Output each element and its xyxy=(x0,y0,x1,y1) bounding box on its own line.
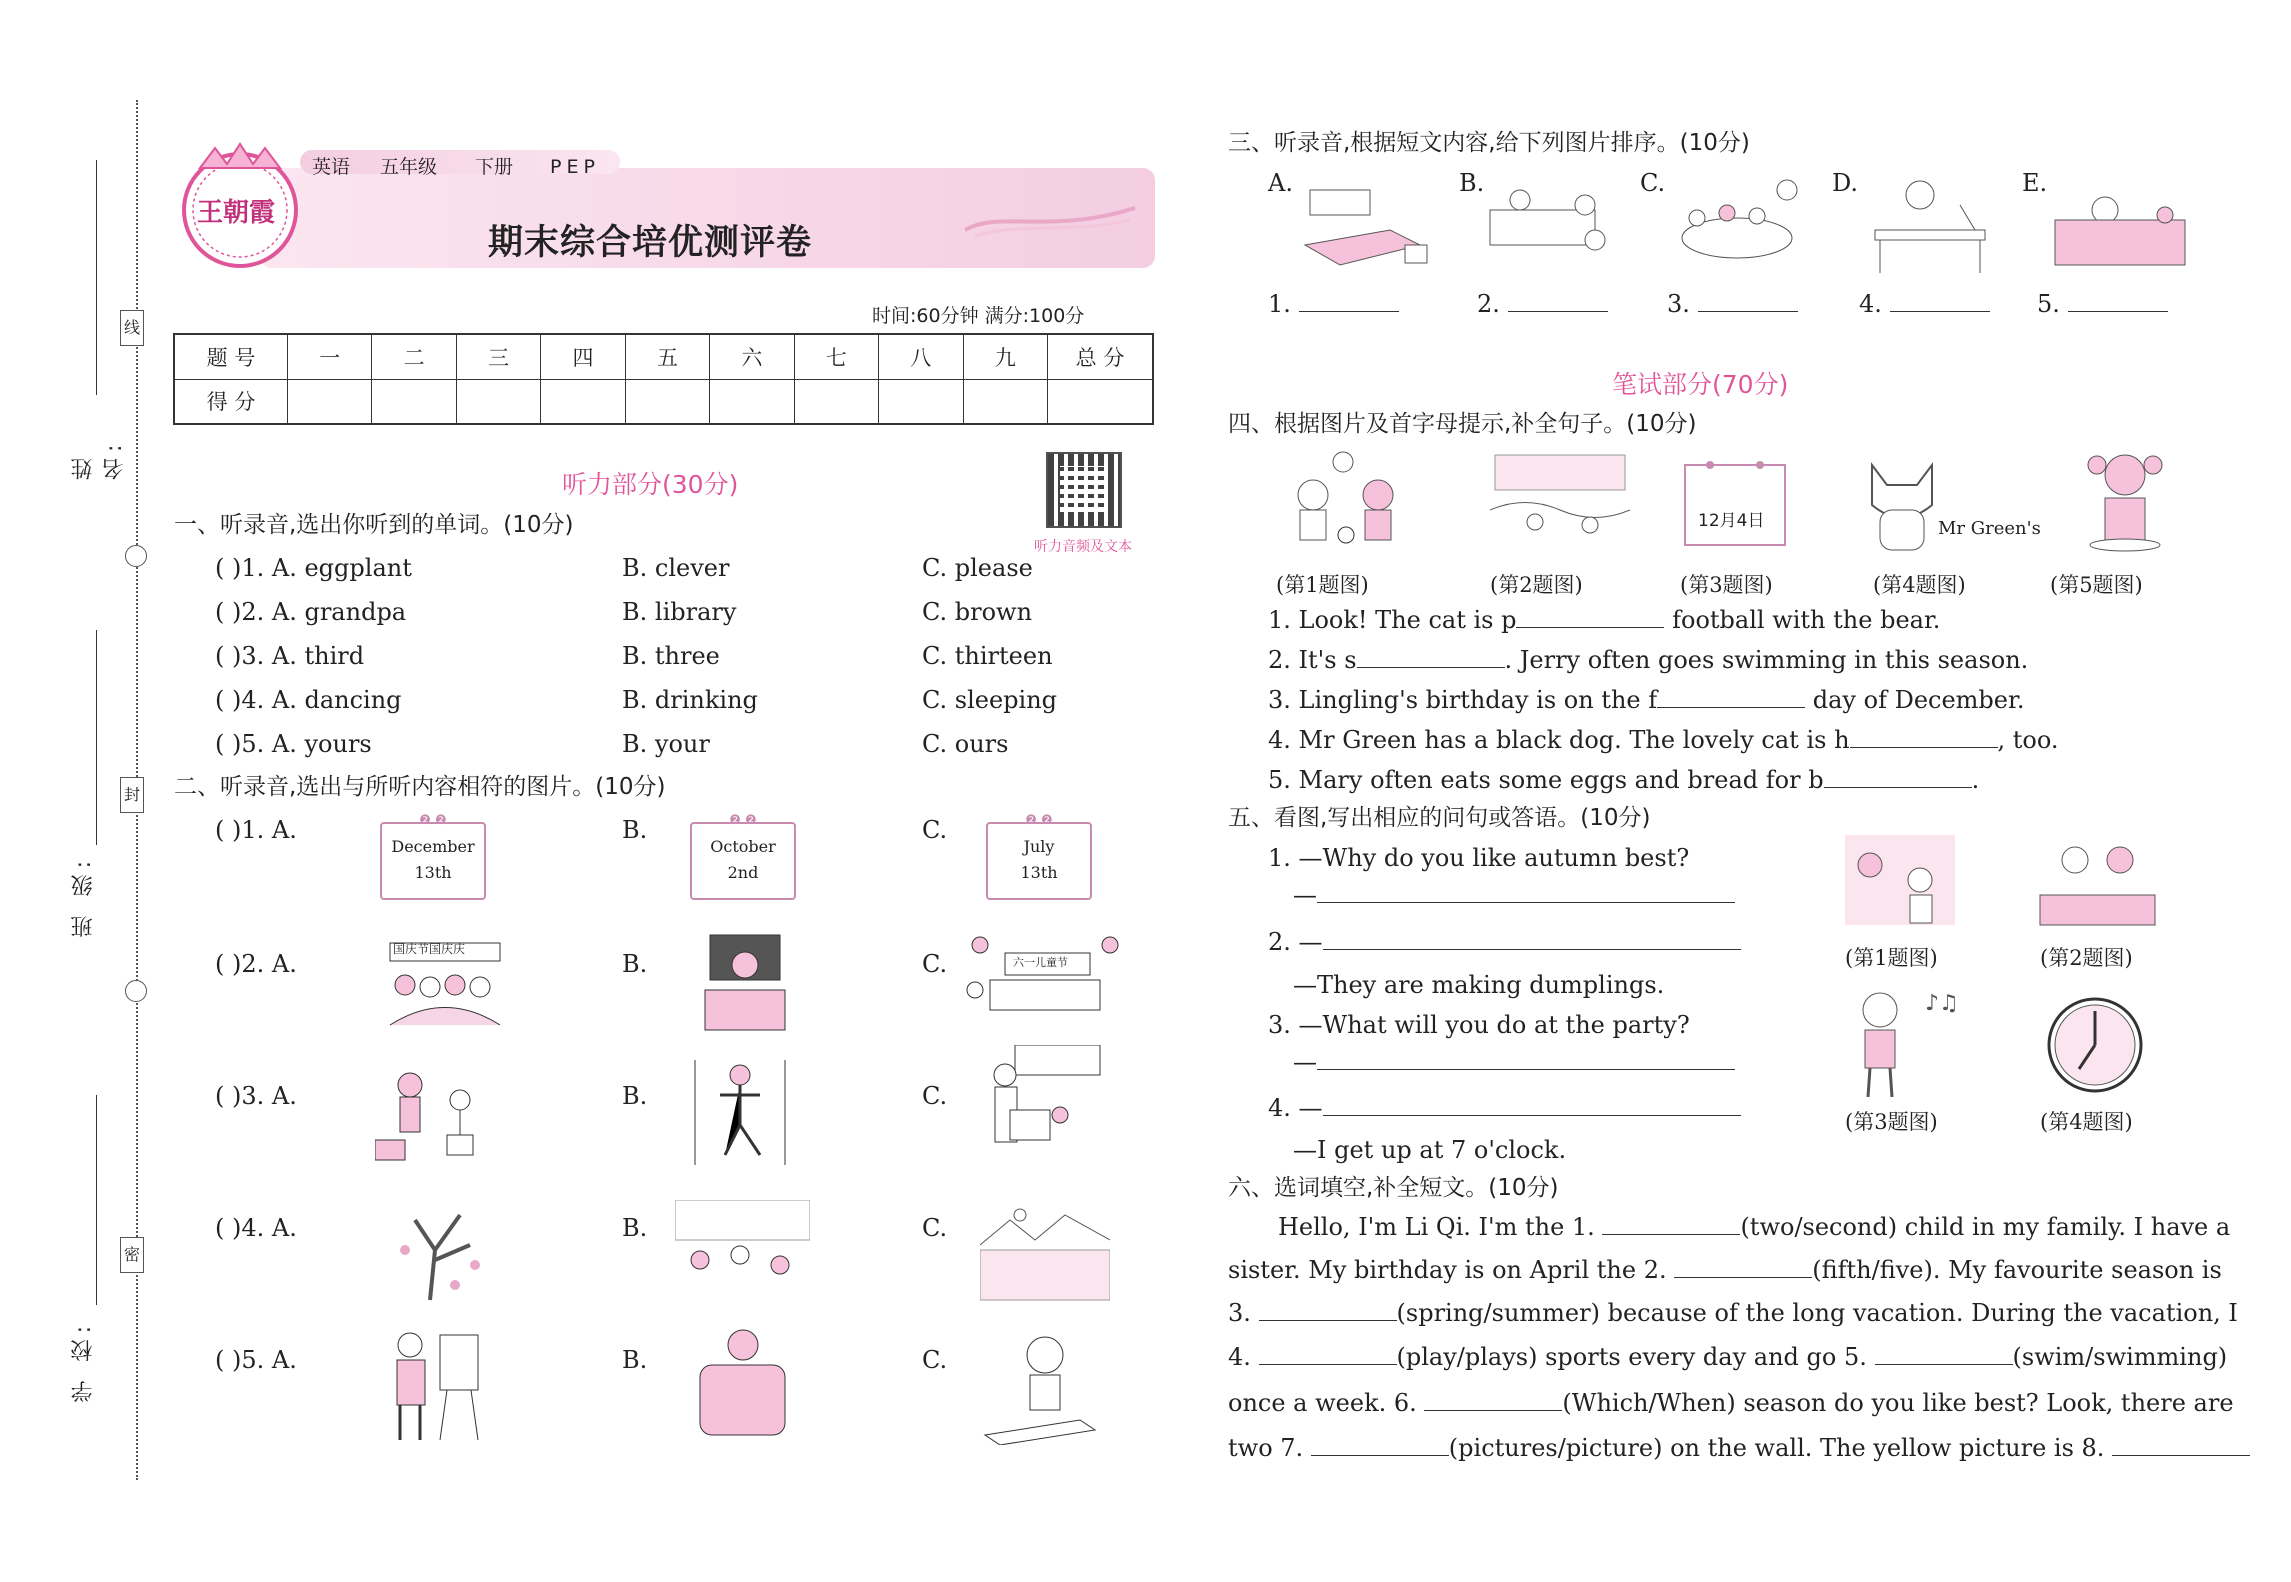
s4-sentence xyxy=(1268,728,2059,752)
teacher-at-desk-image xyxy=(700,930,790,1035)
childrens-day-banner-text: 六一儿童节 xyxy=(1013,956,1068,969)
calendar-month: July xyxy=(1023,837,1055,856)
s2-option-c[interactable]: C. xyxy=(922,1214,948,1242)
cat-owner-label: Mr Green's xyxy=(1938,518,2041,539)
s2-option-b[interactable]: B. xyxy=(622,1346,648,1374)
cat-image xyxy=(1862,455,1942,555)
s1-option-a: ( )3. A. third xyxy=(215,642,365,670)
s1-option-c: C. sleeping xyxy=(922,686,1058,714)
s2-option-c[interactable]: C. xyxy=(922,1346,948,1374)
s5-dash: — xyxy=(1293,881,1317,909)
calendar-day: 2nd xyxy=(727,863,759,882)
s6-text: (pictures/picture) on the wall. The yellow picture is 8. xyxy=(1448,1434,2113,1462)
s6-blank[interactable] xyxy=(2112,1455,2250,1456)
s4-blank[interactable] xyxy=(1516,627,1664,628)
name-field[interactable] xyxy=(70,160,127,480)
s4-caption: (第1题图) xyxy=(1276,573,1369,597)
score-input[interactable] xyxy=(879,379,963,424)
s3-label: E. xyxy=(2022,169,2048,197)
girl-painting-image xyxy=(385,1325,485,1445)
s4-text: football with the bear. xyxy=(1664,606,1941,634)
calendar-day: 13th xyxy=(414,863,452,882)
score-cell: 二 xyxy=(372,334,456,379)
s4-sentence xyxy=(1268,608,1940,632)
term-tag: 下册 xyxy=(475,156,514,178)
s6-text: (swim/swimming) xyxy=(2012,1343,2228,1371)
s5-answer-line-1[interactable] xyxy=(1293,883,1735,907)
school-field[interactable] xyxy=(70,1095,110,1415)
s3-label: B. xyxy=(1459,169,1485,197)
s5-caption: (第4题图) xyxy=(2040,1110,2133,1134)
s5-title: 五、看图,写出相应的问句或答语。(10分) xyxy=(1228,805,1651,831)
girl-eating-image xyxy=(2075,450,2175,555)
score-input[interactable] xyxy=(1048,379,1154,424)
s2-row-label[interactable]: ( )1. A. xyxy=(215,816,297,844)
childrens-day-stage-image xyxy=(960,935,1130,1015)
s3-answer[interactable] xyxy=(1268,292,1399,316)
name-underline xyxy=(96,160,97,395)
family-dinner-image xyxy=(1672,178,1807,273)
s6-blank[interactable] xyxy=(1259,1320,1397,1321)
s2-option-c[interactable]: C. xyxy=(922,950,948,978)
s2-row-label[interactable]: ( )4. A. xyxy=(215,1214,297,1242)
s4-text: . Jerry often goes swimming in this season. xyxy=(1504,646,2029,674)
calendar-image: ❷ ❷ December 13th xyxy=(380,822,486,900)
s1-option-c: C. ours xyxy=(922,730,1009,758)
score-cell: 一 xyxy=(288,334,372,379)
s6-text: (play/plays) sports every day and go 5. xyxy=(1396,1343,1875,1371)
s4-sentence xyxy=(1268,768,1979,792)
s1-option-a: ( )5. A. yours xyxy=(215,730,372,758)
s4-title: 四、根据图片及首字母提示,补全句子。(10分) xyxy=(1228,411,1697,437)
s6-blank[interactable] xyxy=(1311,1455,1449,1456)
score-cell: 三 xyxy=(456,334,540,379)
s6-blank[interactable] xyxy=(1602,1234,1740,1235)
s1-option-b: B. clever xyxy=(622,554,730,582)
s1-option-b: B. three xyxy=(622,642,720,670)
s1-option-c: C. brown xyxy=(922,598,1033,626)
score-cell: 总 分 xyxy=(1048,334,1154,379)
s6-text: sister. My birthday is on April the 2. xyxy=(1228,1256,1675,1284)
score-cell: 得 分 xyxy=(174,379,288,424)
calendar-month: December xyxy=(391,837,475,856)
children-playing-image xyxy=(675,1200,810,1300)
girl-singing-image xyxy=(1840,985,1960,1100)
score-cell: 四 xyxy=(541,334,625,379)
score-input[interactable] xyxy=(625,379,709,424)
s1-option-b: B. library xyxy=(622,598,737,626)
s4-blank[interactable] xyxy=(1824,787,1972,788)
s5-question-1: 1. —Why do you like autumn best? xyxy=(1268,844,1690,872)
autumn-picking-image xyxy=(1845,835,1955,930)
qr-caption: 听力音频及文本 xyxy=(1034,539,1132,555)
s5-caption: (第1题图) xyxy=(1845,946,1938,970)
s3-label: A. xyxy=(1268,169,1293,197)
s3-label: D. xyxy=(1832,169,1859,197)
bedroom-image xyxy=(1300,185,1435,275)
grade-tag: 五年级 xyxy=(380,156,438,178)
score-cell: 九 xyxy=(963,334,1048,379)
s1-option-a: ( )1. A. eggplant xyxy=(215,554,412,582)
s2-title: 二、听录音,选出与所听内容相符的图片。(10分) xyxy=(174,774,666,800)
score-cell: 五 xyxy=(625,334,709,379)
s5-blank[interactable] xyxy=(1317,1069,1735,1070)
school-label: 学 校: xyxy=(71,1320,96,1403)
score-cell: 七 xyxy=(794,334,878,379)
svg-text:♪♫: ♪♫ xyxy=(1925,991,1959,1016)
s4-text: 5. Mary often eats some eggs and bread for b xyxy=(1268,766,1824,794)
s3-blank[interactable] xyxy=(1890,311,1990,312)
s1-option-a: ( )4. A. dancing xyxy=(215,686,402,714)
s5-question-2[interactable] xyxy=(1268,930,1741,954)
s3-num: 3. xyxy=(1667,290,1690,318)
s3-answer[interactable] xyxy=(1667,292,1798,316)
mother-and-girl-shopping-image xyxy=(980,1045,1110,1160)
class-label: 班 级: xyxy=(71,855,96,938)
spring-field-image xyxy=(980,1200,1110,1305)
s2-option-b[interactable]: B. xyxy=(622,816,648,844)
s1-option-b: B. drinking xyxy=(622,686,758,714)
s6-text: (fifth/five). My favourite season is xyxy=(1812,1256,2222,1284)
national-day-banner-text: 国庆节国庆庆 xyxy=(393,942,466,956)
s5-answer-2: —They are making dumplings. xyxy=(1293,971,1665,999)
s1-title: 一、听录音,选出你听到的单词。(10分) xyxy=(174,512,574,538)
s4-text: . xyxy=(1971,766,1980,794)
score-table xyxy=(173,333,1154,425)
s5-question-4[interactable] xyxy=(1268,1096,1741,1120)
s5-text: 4. — xyxy=(1268,1094,1323,1122)
score-input[interactable] xyxy=(710,379,794,424)
s5-dash: — xyxy=(1293,1048,1317,1076)
s3-blank[interactable] xyxy=(1508,311,1608,312)
class-field[interactable] xyxy=(70,630,110,950)
qr-inner xyxy=(1060,466,1106,512)
clock-image xyxy=(2045,995,2145,1095)
s2-option-c[interactable]: C. xyxy=(922,1082,948,1110)
time-info: 时间:60分钟 满分:100分 xyxy=(872,305,1085,327)
s2-row-label[interactable]: ( )5. A. xyxy=(215,1346,297,1374)
s4-text: 2. It's s xyxy=(1268,646,1357,674)
s4-caption: (第3题图) xyxy=(1680,573,1773,597)
banner-swirl-icon xyxy=(960,200,1140,240)
s4-text: , too. xyxy=(1997,726,2059,754)
s4-text: 1. Look! The cat is p xyxy=(1268,606,1517,634)
s6-text: 3. xyxy=(1228,1299,1259,1327)
s6-text: two 7. xyxy=(1228,1434,1311,1462)
score-input[interactable] xyxy=(288,379,372,424)
s4-sentence xyxy=(1268,648,2028,672)
s2-row-label[interactable]: ( )3. A. xyxy=(215,1082,297,1110)
birthday-calendar-image xyxy=(1680,455,1790,550)
s6-text: (spring/summer) because of the long vacation. During the vacation, I xyxy=(1396,1299,2238,1327)
s6-blank[interactable] xyxy=(1674,1277,1812,1278)
score-header-row xyxy=(174,334,1153,379)
logo xyxy=(175,140,305,270)
writing-section-title: 笔试部分(70分) xyxy=(1612,370,1789,399)
binding-mark-feng: 封 xyxy=(120,777,144,813)
s3-num: 5. xyxy=(2037,290,2060,318)
making-dumplings-image xyxy=(2035,835,2160,930)
s6-line xyxy=(1228,1258,2222,1282)
s5-question-3: 3. —What will you do at the party? xyxy=(1268,1011,1690,1039)
s3-num: 2. xyxy=(1477,290,1500,318)
s6-text: (two/second) child in my family. I have a xyxy=(1740,1213,2231,1241)
s3-num: 1. xyxy=(1268,290,1291,318)
page-title: 期末综合培优测评卷 xyxy=(488,223,813,263)
s3-label: C. xyxy=(1640,169,1666,197)
s6-text: Hello, I'm Li Qi. I'm the 1. xyxy=(1278,1213,1603,1241)
binding-hole-2 xyxy=(125,980,147,1002)
s3-num: 4. xyxy=(1859,290,1882,318)
autumn-tree-image xyxy=(385,1200,495,1305)
s4-sentence xyxy=(1268,688,2024,712)
s6-text: (Which/When) season do you like best? Look, there are xyxy=(1562,1389,2234,1417)
subject-tag: 英语 xyxy=(312,156,351,178)
s4-blank[interactable] xyxy=(1357,667,1505,668)
s5-blank[interactable] xyxy=(1317,902,1735,903)
s6-blank[interactable] xyxy=(1875,1364,2013,1365)
s4-caption: (第4题图) xyxy=(1873,573,1966,597)
score-input[interactable] xyxy=(372,379,456,424)
calendar-image: ❷ ❷ July 13th xyxy=(986,822,1092,900)
s4-blank[interactable] xyxy=(1657,707,1805,708)
s6-line xyxy=(1228,1391,2234,1415)
boy-doing-homework-image xyxy=(1865,175,1995,275)
s2-row-label[interactable]: ( )2. A. xyxy=(215,950,297,978)
s6-text: 4. xyxy=(1228,1343,1259,1371)
s2-option-c[interactable]: C. xyxy=(922,816,948,844)
edition-tag: PEP xyxy=(550,156,600,178)
s2-option-b[interactable]: B. xyxy=(622,1214,648,1242)
binding-hole-1 xyxy=(125,545,147,567)
s6-line xyxy=(1278,1215,2230,1239)
calendar-image: ❷ ❷ October 2nd xyxy=(690,822,796,900)
s5-caption: (第3题图) xyxy=(1845,1110,1938,1134)
s3-answer[interactable] xyxy=(2037,292,2168,316)
listening-section-title: 听力部分(30分) xyxy=(562,470,739,499)
girl-in-bed-image xyxy=(2050,185,2190,270)
s4-text: 4. Mr Green has a black dog. The lovely cat is h xyxy=(1268,726,1850,754)
score-input[interactable] xyxy=(794,379,878,424)
class-underline xyxy=(96,630,97,845)
name-label: 姓 名: xyxy=(71,438,127,480)
s5-blank[interactable] xyxy=(1323,949,1741,950)
binding-mark-mi: 密 xyxy=(120,1237,144,1273)
s6-text: once a week. 6. xyxy=(1228,1389,1425,1417)
s4-text: day of December. xyxy=(1805,686,2025,714)
girl-sleeping-image xyxy=(695,1325,790,1440)
s5-blank[interactable] xyxy=(1323,1115,1741,1116)
score-input[interactable] xyxy=(963,379,1048,424)
s6-line xyxy=(1228,1345,2227,1369)
s3-blank[interactable] xyxy=(1698,311,1798,312)
calendar-date-text: 12月4日 xyxy=(1698,511,1765,531)
s5-answer-line-3[interactable] xyxy=(1293,1050,1735,1074)
s1-option-b: B. your xyxy=(622,730,710,758)
s3-blank[interactable] xyxy=(2068,311,2168,312)
s5-answer-4: —I get up at 7 o'clock. xyxy=(1293,1136,1567,1164)
s4-caption: (第2题图) xyxy=(1490,573,1583,597)
s3-answer[interactable] xyxy=(1859,292,1990,316)
score-cell: 题 号 xyxy=(174,334,288,379)
score-cell: 八 xyxy=(879,334,963,379)
calendar-month: October xyxy=(710,837,776,856)
s6-blank[interactable] xyxy=(1259,1364,1397,1365)
s6-line xyxy=(1228,1436,2250,1460)
s4-blank[interactable] xyxy=(1850,747,1998,748)
cat-bear-football-image xyxy=(1268,450,1418,550)
girl-watering-plant-image xyxy=(375,1065,495,1165)
s1-option-c: C. thirteen xyxy=(922,642,1053,670)
score-value-row xyxy=(174,379,1153,424)
calendar-day: 13th xyxy=(1020,863,1058,882)
s6-line xyxy=(1228,1301,2238,1325)
binding-mark-xian: 线 xyxy=(120,310,144,346)
score-input[interactable] xyxy=(541,379,625,424)
s1-option-c: C. please xyxy=(922,554,1033,582)
s3-title: 三、听录音,根据短文内容,给下列图片排序。(10分) xyxy=(1228,130,1750,156)
boy-reading-image xyxy=(980,1330,1100,1445)
s3-answer[interactable] xyxy=(1477,292,1608,316)
logo-text: 王朝霞 xyxy=(197,198,276,228)
s6-title: 六、选词填空,补全短文。(10分) xyxy=(1228,1175,1559,1201)
girl-dancing-image xyxy=(690,1055,790,1170)
s5-text: 2. — xyxy=(1268,928,1323,956)
children-tennis-image xyxy=(1485,180,1620,275)
s2-option-b[interactable]: B. xyxy=(622,950,648,978)
s3-blank[interactable] xyxy=(1299,311,1399,312)
s1-option-a: ( )2. A. grandpa xyxy=(215,598,407,626)
s4-caption: (第5题图) xyxy=(2050,573,2143,597)
score-cell: 六 xyxy=(710,334,794,379)
s4-text: 3. Lingling's birthday is on the f xyxy=(1268,686,1658,714)
s2-option-b[interactable]: B. xyxy=(622,1082,648,1110)
s6-blank[interactable] xyxy=(1424,1410,1562,1411)
score-input[interactable] xyxy=(456,379,540,424)
beach-swimming-image xyxy=(1490,450,1630,550)
school-underline xyxy=(96,1095,97,1305)
s5-caption: (第2题图) xyxy=(2040,946,2133,970)
